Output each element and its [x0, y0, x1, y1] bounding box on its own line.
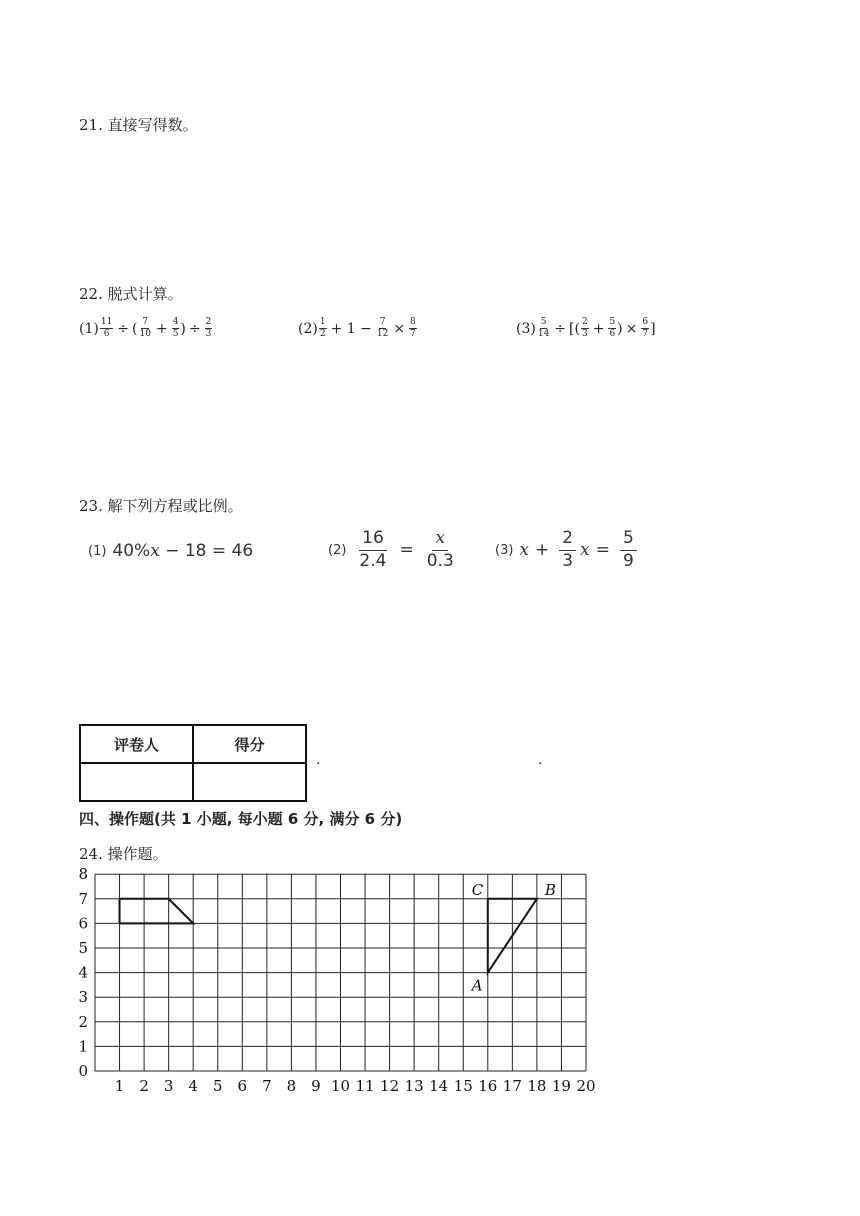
y-tick-label: 4	[78, 963, 88, 982]
y-tick-label: 5	[78, 939, 88, 957]
x-tick-label: 18	[527, 1077, 547, 1095]
y-tick-label: 3	[78, 988, 88, 1007]
grader-cell[interactable]	[80, 763, 193, 801]
y-tick-label: 2	[78, 1012, 88, 1031]
score-table	[79, 724, 307, 802]
q23-equation-3: (3) x + $\frac{2}{3}$ x = $\frac{5}{9}$	[495, 530, 641, 571]
y-axis-labels	[78, 865, 88, 1080]
x-tick-label: 8	[286, 1077, 297, 1095]
x-tick-label: 6	[237, 1077, 248, 1095]
y-tick-label: 8	[78, 865, 88, 884]
x-tick-label: 9	[311, 1077, 321, 1095]
x-tick-label: 7	[262, 1077, 272, 1095]
y-tick-label: 7	[78, 889, 88, 908]
grid-lines	[95, 874, 586, 1071]
x-tick-label: 2	[139, 1077, 149, 1095]
x-tick-label: 19	[551, 1077, 571, 1095]
q23-equation-1: (1) 40% x − 18 = 46	[88, 541, 254, 561]
coordinate-grid	[70, 864, 610, 1096]
q22-expression-3: (3) $\frac{5}{14}$ ÷ [( $\frac{2}{3}$ + $\frac{5}{6}$ ) × $\frac{6}{7}$ ]	[516, 317, 656, 339]
dot-mark-1: ·	[316, 756, 321, 772]
score-header: 得分	[193, 725, 306, 763]
x-tick-label: 15	[453, 1077, 473, 1095]
y-tick-label: 0	[78, 1062, 88, 1080]
x-tick-label: 17	[502, 1077, 522, 1095]
section-4-title: 四、操作题(共 1 小题, 每小题 6 分, 满分 6 分)	[79, 810, 403, 828]
q23-equation-2: (2) $\frac{16}{2.4}$ = $\frac{x}{0.3}$	[328, 528, 454, 571]
x-tick-label: 12	[380, 1077, 400, 1095]
dot-mark-2: ·	[538, 756, 543, 772]
x-tick-label: 11	[355, 1077, 375, 1095]
point-label-b: B	[544, 880, 556, 899]
x-tick-label: 13	[404, 1077, 424, 1095]
point-label-a: A	[471, 976, 483, 995]
q22-expression-2: (2) $\frac{1}{2}$ + 1 − $\frac{7}{12}$ × $\frac{8}{7}$	[298, 317, 416, 339]
q23-title: 23. 解下列方程或比例。	[79, 497, 243, 515]
q22-title: 22. 脱式计算。	[79, 285, 183, 303]
q24-title: 24. 操作题。	[79, 845, 168, 863]
x-tick-label: 20	[576, 1077, 596, 1095]
x-tick-label: 5	[212, 1077, 223, 1095]
q21-title: 21. 直接写得数。	[79, 116, 198, 134]
x-axis-labels	[115, 1077, 596, 1095]
x-tick-label: 3	[163, 1077, 174, 1095]
x-tick-label: 1	[114, 1077, 125, 1095]
x-tick-label: 14	[429, 1077, 449, 1095]
x-tick-label: 4	[188, 1077, 198, 1095]
x-tick-label: 10	[330, 1077, 351, 1095]
score-cell[interactable]	[193, 763, 306, 801]
q22-expression-1: (1) $\frac{11}{6}$ ÷ ( $\frac{7}{10}$ + $\frac{4}{5}$ ) ÷ $\frac{2}{3}$	[79, 317, 212, 339]
y-tick-label: 6	[78, 914, 88, 933]
grader-header: 评卷人	[80, 725, 193, 763]
point-label-c: C	[471, 880, 484, 899]
y-tick-label: 1	[78, 1037, 88, 1056]
trapezoid-shape	[120, 899, 194, 924]
x-tick-label: 16	[478, 1077, 498, 1095]
